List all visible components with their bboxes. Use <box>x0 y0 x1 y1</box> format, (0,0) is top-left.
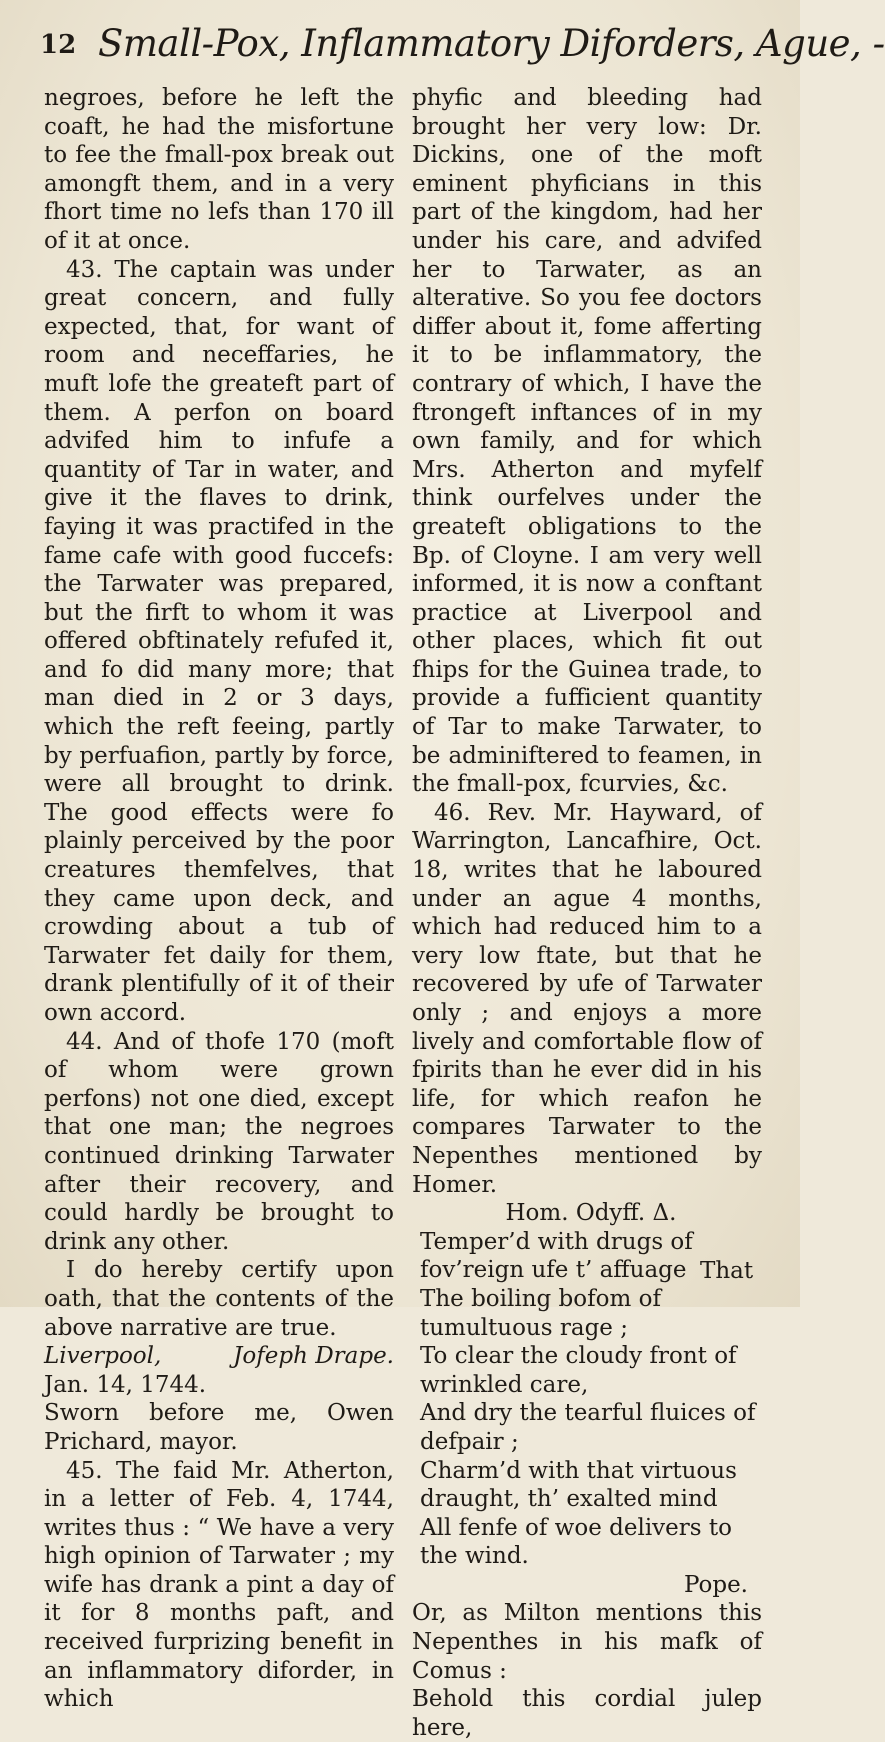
date: Jan. 14, 1744. <box>44 1371 207 1398</box>
paragraph: phyfic and bleeding had brought her very low: Dr. Dickins, one of the moft eminent phyficians in this part of the kingdom, had her under his care, and advifed her to Tarwater, as an alterative. So you fee doctors differ about it, fome afferting it to be inflammatory, the contrary of which, I have the ftrongeft inftances of in my own family, and for which Mrs. Atherton and myfelf think ourfelves under the greateft obligations to the Bp. of Cloyne. I am very well informed, it is now a conftant practice at Liverpool and other places, which fit out fhips for the Guinea trade, to provide a fufficient quantity of Tar to make Tarwater, to be adminiftered to feamen, in the fmall-pox, fcurvies, &c. <box>412 85 762 798</box>
verse-line: Charm’d with that virtuous draught, th’ exalted mind <box>420 1457 737 1513</box>
paragraph: Behold this cordial julep here, <box>412 1686 762 1741</box>
sworn-statement: Sworn before me, Owen Prichard, mayor. <box>44 1400 394 1455</box>
verse-line: Temper’d with drugs of fov’reign ufe t’ affuage <box>420 1228 693 1284</box>
catchword: That <box>700 1258 754 1284</box>
running-title: Small-Pox, Inflammatory Diforders, Ague, - <box>98 22 885 65</box>
verse-line: And dry the tearful fluices of defpair ; <box>420 1400 756 1455</box>
verse-line: The boiling bofom of tumultuous rage ; <box>420 1285 661 1341</box>
verse-citation: Pope. <box>683 1571 748 1598</box>
place: Liverpool, <box>44 1343 162 1370</box>
verse-line: To clear the cloudy front of wrinkled care, <box>420 1343 737 1398</box>
verse-line: All fenfe of woe delivers to the wind. <box>420 1514 732 1570</box>
certification: I do hereby certify upon oath, that the contents of the above narrative are true. <box>44 1257 394 1341</box>
left-column <box>44 84 394 1714</box>
paragraph-45: 45. The faid Mr. Atherton, in a letter of Feb. 4, 1744, writes thus : “ We have a very high opinion of Tarwater ; my wife has drank a pint a day of it for 8 months paft, and received furprizing benefit in an inflammatory diforder, in which <box>44 1457 394 1713</box>
paragraph-44: 44. And of thofe 170 (moft of whom were grown perfons) not one died, except that one man; the negroes continued drinking Tarwater after their recovery, and could hardly be brought to drink any other. <box>44 1028 394 1255</box>
signature-line <box>44 1342 394 1371</box>
paragraph-43: 43. The captain was under great concern, and fully expected, that, for want of room and neceffaries, he muft lofe the greateft part of them. A perfon on board advifed him to infufe a quantity of Tar in water, and give it the flaves to drink, faying it was practifed in the fame cafe with good fuccefs: the Tarwater was prepared, but the firft to whom it was offered obftinately refufed it, and fo did many more; that man died in 2 or 3 days, which the reft feeing, partly by perfuafion, partly by force, were all brought to drink. The good effects were fo plainly perceived by the poor creatures themfelves, that they came upon deck, and crowding about a tub of Tarwater fet daily for them, drank plentifully of it of their own accord. <box>44 256 394 1026</box>
paragraph: negroes, before he left the coaft, he had the misfortune to fee the fmall-pox break out amongft them, and in a very fhort time no lefs than 170 ill of it at once. <box>44 85 394 254</box>
page-number: 12 <box>40 30 77 60</box>
right-column <box>412 84 762 1742</box>
verse-reference: Hom. Odyff. Δ. <box>505 1200 677 1227</box>
paragraph: Or, as Milton mentions this Nepenthes in his mafk of Comus : <box>412 1600 762 1684</box>
page-header <box>28 18 885 74</box>
signatory: Jofeph Drape. <box>233 1343 394 1370</box>
paragraph-46: 46. Rev. Mr. Hayward, of Warrington, Lancafhire, Oct. 18, writes that he laboured under an ague 4 months, which had reduced him to a very low ftate, but that he recovered by ufe of Tarwater only ; and enjoys a more lively and comfortable flow of fpirits than he ever did in his life, for which reafon he compares Tarwater to the Nepenthes mentioned by Homer. <box>412 799 762 1198</box>
